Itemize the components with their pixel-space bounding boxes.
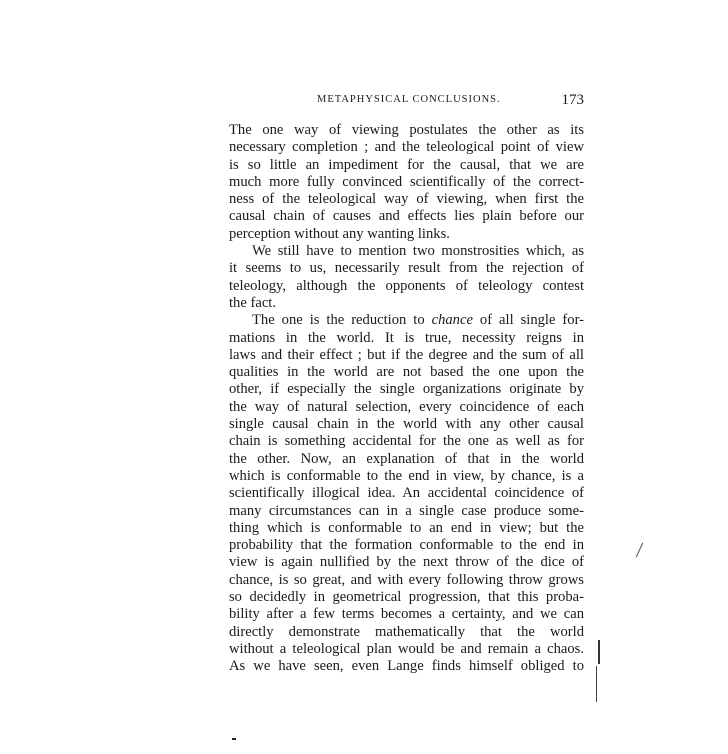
running-head bbox=[229, 92, 584, 112]
text-line: probability that the formation conformable to the end in bbox=[229, 537, 584, 554]
text-line: many circumstances can in a single case produce some- bbox=[229, 502, 584, 519]
text-line: single causal chain in the world with any other causal bbox=[229, 416, 584, 433]
text-line: it seems to us, necessarily result from the rejection of bbox=[229, 260, 584, 277]
text-line: view is again nullified by the next throw of the dice of bbox=[229, 554, 584, 571]
text-line: The one is the reduction to chance of all single for- bbox=[252, 312, 584, 329]
text-line: thing which is conformable to an end in view; but the bbox=[229, 519, 584, 536]
text-line: bility after a few terms becomes a certainty, and we can bbox=[229, 606, 584, 623]
text-line: directly demonstrate mathematically that the world bbox=[229, 623, 584, 640]
page-number: 173 bbox=[561, 92, 584, 108]
text-line: perception without any wanting links. bbox=[229, 225, 450, 242]
text-line: As we have seen, even Lange finds himself obliged to bbox=[229, 658, 584, 675]
text-line: qualities in the world are not based the one upon the bbox=[229, 364, 584, 381]
running-title: METAPHYSICAL CONCLUSIONS. bbox=[317, 94, 501, 105]
text-line: the fact. bbox=[229, 294, 276, 311]
text-line: We still have to mention two monstrosities which, as bbox=[252, 243, 584, 260]
text-line: laws and their effect ; but if the degree and the sum of all bbox=[229, 346, 584, 363]
scan-mark bbox=[598, 640, 600, 664]
body-text bbox=[229, 122, 584, 676]
text-line: mations in the world. It is true, necessity reigns in bbox=[229, 329, 584, 346]
text-line: without a teleological plan would be and remain a chaos. bbox=[229, 640, 584, 657]
text-line: other, if especially the single organizations originate by bbox=[229, 381, 584, 398]
scan-mark bbox=[596, 666, 597, 702]
text-line: much more fully convinced scientifically of the correct- bbox=[229, 173, 584, 190]
text-line: necessary completion ; and the teleological point of view bbox=[229, 139, 584, 156]
text-line: chance, is so great, and with every following throw grows bbox=[229, 571, 584, 588]
text-line: so decidedly in geometrical progression, that this proba- bbox=[229, 589, 584, 606]
text-line: the other. Now, an explanation of that in the world bbox=[229, 450, 584, 467]
text-line: ness of the teleological way of viewing, when first the bbox=[229, 191, 584, 208]
emphasis: chance bbox=[431, 312, 473, 329]
text-line: scientifically illogical idea. An accidental coincidence of bbox=[229, 485, 584, 502]
text-line: chain is something accidental for the one as well as for bbox=[229, 433, 584, 450]
text-line: causal chain of causes and effects lies plain before our bbox=[229, 208, 584, 225]
text-line: is so little an impediment for the causal, that we are bbox=[229, 156, 584, 173]
text-line: which is conformable to the end in view, by chance, is a bbox=[229, 467, 584, 484]
scan-mark bbox=[232, 738, 236, 740]
scan-mark bbox=[636, 543, 644, 558]
text-line: The one way of viewing postulates the other as its bbox=[229, 122, 584, 138]
text-line: teleology, although the opponents of teleology contest bbox=[229, 277, 584, 294]
text-line: the way of natural selection, every coincidence of each bbox=[229, 398, 584, 415]
